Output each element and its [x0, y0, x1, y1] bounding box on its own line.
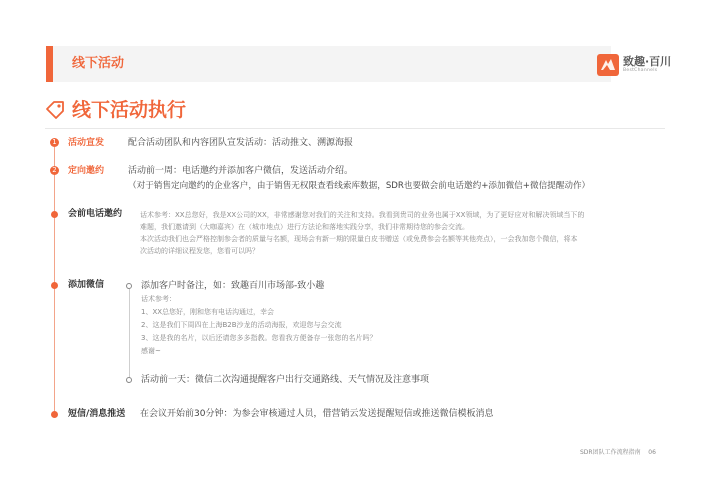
- timeline-dot: [51, 282, 58, 289]
- page-heading-text: 线下活动执行: [72, 99, 187, 121]
- header-band: [53, 46, 611, 82]
- logo-text: 致趣·百川: [623, 55, 672, 68]
- page-footer: [580, 449, 656, 457]
- section-title: 线下活动: [72, 56, 125, 71]
- footer-doc-name: SDR团队工作流程指南: [580, 449, 641, 456]
- logo-subtext: BestChannels: [623, 68, 658, 73]
- header-accent-bar: [46, 46, 53, 82]
- logo-mark-icon: [597, 54, 619, 76]
- script-line: 话术参考：: [141, 295, 176, 303]
- step-label: 会前电话邀约: [68, 209, 123, 219]
- step-text: 在会议开始前30分钟：为参会审核通过人员，借营销云发送提醒短信或推送微信模板消息: [140, 409, 494, 419]
- script-line: 次活动的详细议程发您，您看可以吗？: [140, 247, 259, 255]
- timeline-line: [54, 147, 55, 413]
- bullet-icon: [126, 377, 132, 383]
- script-line: 本次活动我们也会严格控制参会者的质量与名额，现场会有新一期的限量白皮书赠送（或免费参会名额等其他亮点），一会我加您个微信，将本: [140, 235, 578, 243]
- step-text: 活动前一周：电话邀约并添加客户微信，发送活动介绍。: [128, 166, 354, 176]
- sub-timeline-line: [129, 289, 130, 381]
- script-line: 难题，我们邀请到（大咖嘉宾）在（城市地点）进行方法论和落地实践分享，我们非常期待您的参会交流。: [140, 223, 469, 231]
- script-line: 1、XX总您好，刚和您有电话沟通过，幸会: [141, 308, 275, 316]
- script-line: 感谢~: [141, 347, 161, 355]
- step-label: 添加微信: [68, 280, 105, 290]
- tag-icon: [45, 100, 65, 120]
- bullet-icon: [126, 283, 132, 289]
- step-label: 活动宣发: [68, 138, 105, 148]
- page-heading: [45, 98, 186, 122]
- divider: [45, 128, 665, 129]
- step-number-badge: 2: [50, 166, 59, 175]
- step-number-badge: 1: [50, 138, 59, 147]
- page-number: 06: [648, 449, 656, 456]
- script-line: 2、这是我们下周四在上海B2B沙龙的活动海报，欢迎您与会交流: [141, 321, 342, 329]
- step-label: 短信/消息推送: [68, 409, 126, 419]
- script-line: 话术参考：XX总您好，我是XX公司的XX，非常感谢您对我们的关注和支持。我看到贵司的业务也属于XX领域，为了更好应对和解决领域当下的: [140, 211, 585, 219]
- step-text: 活动前一天：微信二次沟通提醒客户出行交通路线、天气情况及注意事项: [141, 375, 430, 385]
- step-text-note: （对于销售定向邀约的企业客户，由于销售无权限查看线索库数据，SDR也要做会前电话邀约+添加微信+微信提醒动作）: [128, 181, 591, 191]
- script-line: 3、这是我的名片，以后还请您多多指教。您看我方便备存一张您的名片吗？: [141, 334, 377, 342]
- timeline-dot: [51, 211, 58, 218]
- step-label: 定向邀约: [68, 166, 105, 176]
- company-logo: [597, 50, 683, 80]
- step-text: 配合活动团队和内容团队宣发活动：活动推文、溯源海报: [128, 138, 354, 148]
- timeline-dot: [51, 411, 58, 418]
- step-text: 添加客户时备注，如：致趣百川市场部-致小趣: [141, 281, 325, 291]
